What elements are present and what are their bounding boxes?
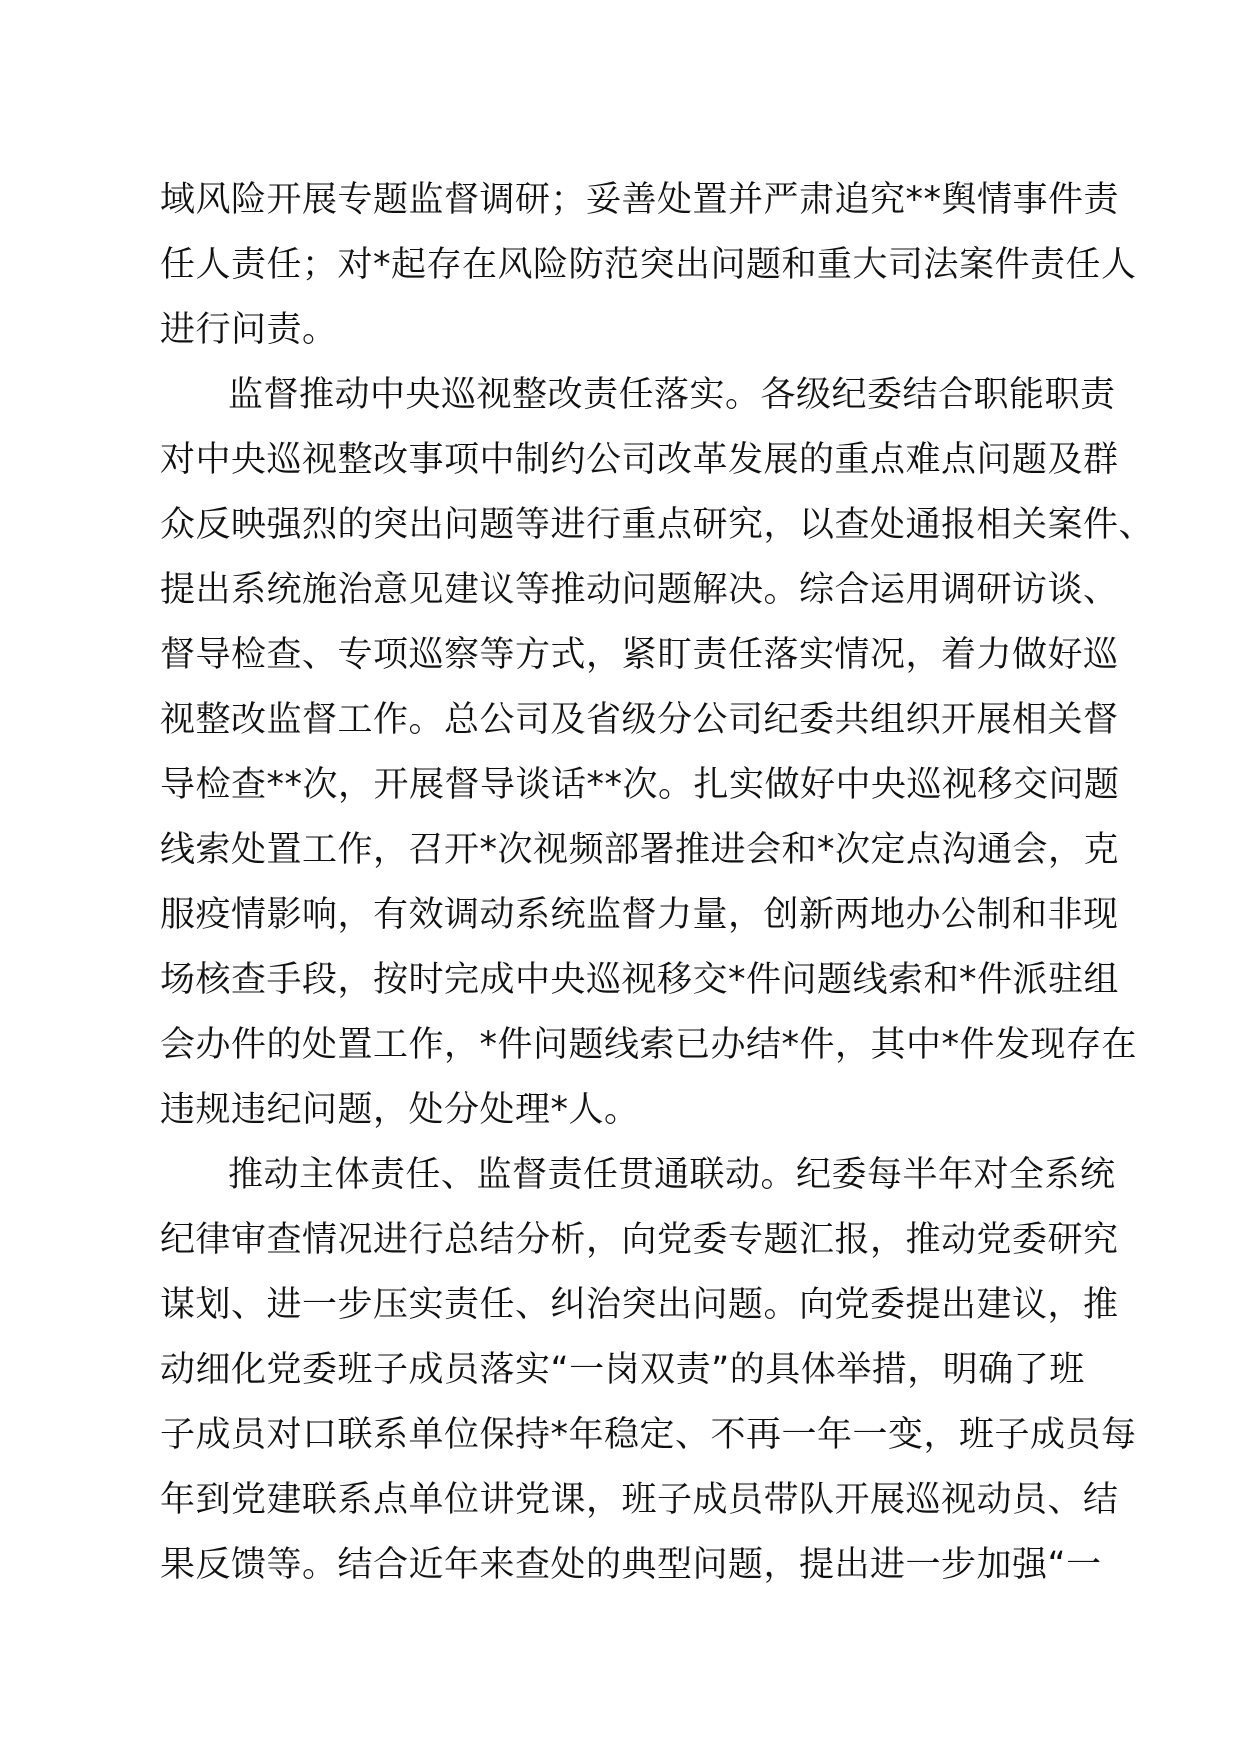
text-line: 导检查**次，开展督导谈话**次。扎实做好中央巡视移交问题 [160, 765, 1120, 805]
text-line: 年到党建联系点单位讲党课，班子成员带队开展巡视动员、结 [160, 1480, 1119, 1520]
paragraph-3 [160, 1143, 1137, 1598]
text-line: 果反馈等。结合近年来查处的典型问题，提出进一步加强“一 [160, 1545, 1102, 1585]
text-line: 违规违纪问题，处分处理*人。 [160, 1090, 640, 1130]
text-line: 督导检查、专项巡察等方式，紧盯责任落实情况，着力做好巡 [160, 635, 1119, 675]
text-line: 域风险开展专题监督调研；妥善处置并严肃追究**舆情事件责 [160, 180, 1120, 220]
paragraph-1 [160, 168, 1137, 363]
document-body [160, 168, 1155, 1598]
text-line: 推动主体责任、监督责任贯通联动。纪委每半年对全系统 [228, 1155, 1116, 1195]
text-line: 服疫情影响，有效调动系统监督力量，创新两地办公制和非现 [160, 895, 1119, 935]
text-line: 众反映强烈的突出问题等进行重点研究，以查处通报相关案件、 [160, 505, 1155, 545]
text-line: 会办件的处置工作，*件问题线索已办结*件，其中*件发现存在 [160, 1025, 1138, 1065]
text-line: 对中央巡视整改事项中制约公司改革发展的重点难点问题及群 [160, 440, 1119, 480]
text-line: 子成员对口联系单位保持*年稳定、不再一年一变，班子成员每 [160, 1415, 1137, 1455]
text-line: 场核查手段，按时完成中央巡视移交*件问题线索和*件派驻组 [160, 960, 1120, 1000]
text-line: 谋划、进一步压实责任、纠治突出问题。向党委提出建议，推 [160, 1285, 1119, 1325]
text-line: 任人责任；对*起存在风险防范突出问题和重大司法案件责任人 [160, 245, 1137, 285]
text-line: 动细化党委班子成员落实“一岗双责”的具体举措，明确了班 [160, 1350, 1085, 1390]
text-line: 线索处置工作，召开*次视频部署推进会和*次定点沟通会，克 [160, 830, 1120, 870]
text-line: 监督推动中央巡视整改责任落实。各级纪委结合职能职责 [228, 375, 1116, 415]
text-line: 进行问责。 [160, 310, 338, 350]
text-line: 纪律审查情况进行总结分析，向党委专题汇报，推动党委研究 [160, 1220, 1119, 1260]
text-line: 视整改监督工作。总公司及省级分公司纪委共组织开展相关督 [160, 700, 1119, 740]
paragraph-2 [160, 363, 1155, 1143]
text-line: 提出系统施治意见建议等推动问题解决。综合运用调研访谈、 [160, 570, 1119, 610]
